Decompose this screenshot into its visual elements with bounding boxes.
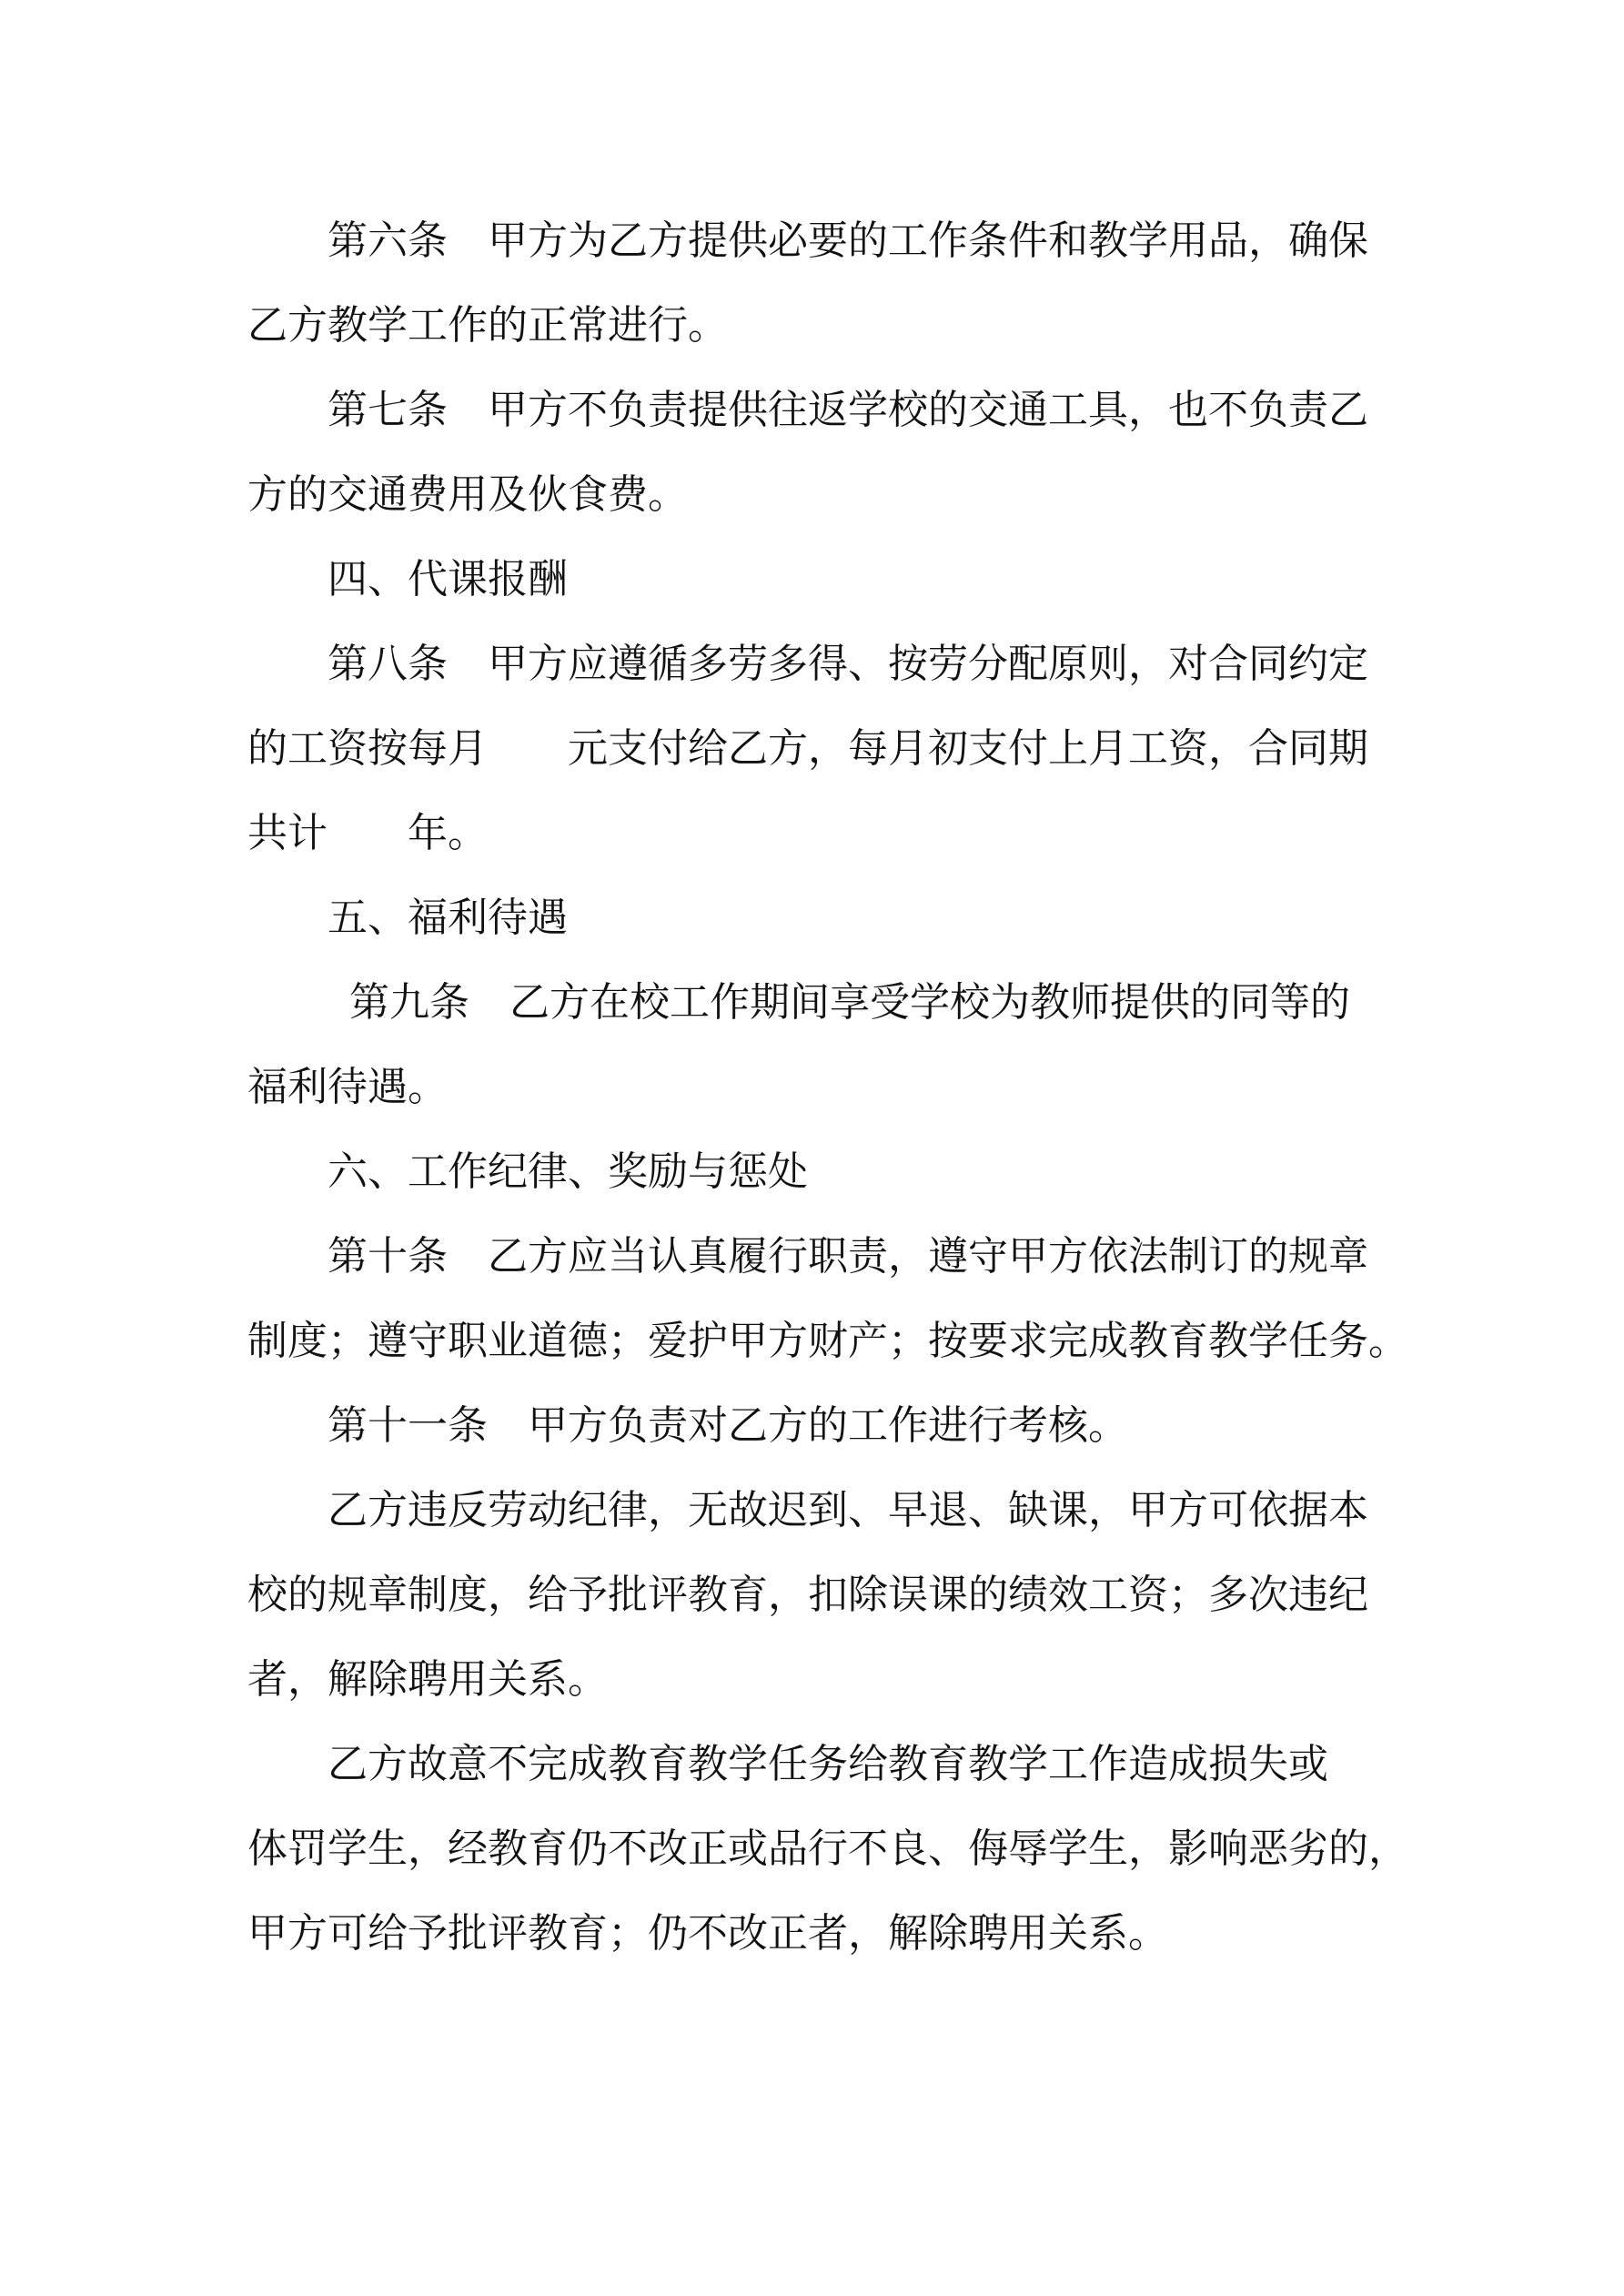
section-heading: 六、工作纪律、奖励与惩处 (328, 1148, 808, 1195)
section-heading: 四、代课报酬 (328, 556, 568, 602)
text-line: 乙方违反劳动纪律，无故迟到、早退、缺课，甲方可依据本 (328, 1487, 1368, 1533)
section-heading: 五、福利待遇 (328, 895, 568, 941)
text-line: 方的交通费用及伙食费。 (247, 471, 688, 518)
text-line: 第十一条 甲方负责对乙方的工作进行考核。 (328, 1402, 1128, 1449)
text-line: 甲方可给予批评教育；仍不改正者，解除聘用关系。 (247, 1910, 1168, 1957)
text-line: 第九条 乙方在校工作期间享受学校为教师提供的同等的 (349, 979, 1350, 1026)
text-line: 体罚学生，经教育仍不改正或品行不良、侮辱学生，影响恶劣的， (247, 1826, 1408, 1872)
text-line: 乙方故意不完成教育教学任务给教育教学工作造成损失或 (328, 1741, 1328, 1787)
text-line: 乙方教学工作的正常进行。 (247, 302, 728, 349)
text-line: 校的规章制度，给予批评教育，扣除误课的绩效工资；多次违纪 (247, 1572, 1368, 1618)
text-line: 第七条 甲方不负责提供往返学校的交通工具，也不负责乙 (328, 387, 1368, 433)
text-line: 福利待遇。 (247, 1064, 448, 1110)
text-line: 第十条 乙方应当认真履行职责，遵守甲方依法制订的规章 (328, 1233, 1368, 1279)
text-line: 共计 年。 (247, 810, 488, 856)
text-line: 制度；遵守职业道德；爱护甲方财产；按要求完成教育教学任务。 (247, 1318, 1408, 1364)
text-line: 者，解除聘用关系。 (247, 1656, 608, 1703)
text-line: 的工资按每月 元支付给乙方，每月初支付上月工资，合同期 (247, 725, 1368, 772)
text-line: 第六条 甲方为乙方提供必要的工作条件和教学用品，确保 (328, 217, 1368, 264)
document-body (247, 198, 1408, 1976)
text-line: 第八条 甲方应遵循多劳多得、按劳分配原则，对合同约定 (328, 641, 1368, 687)
